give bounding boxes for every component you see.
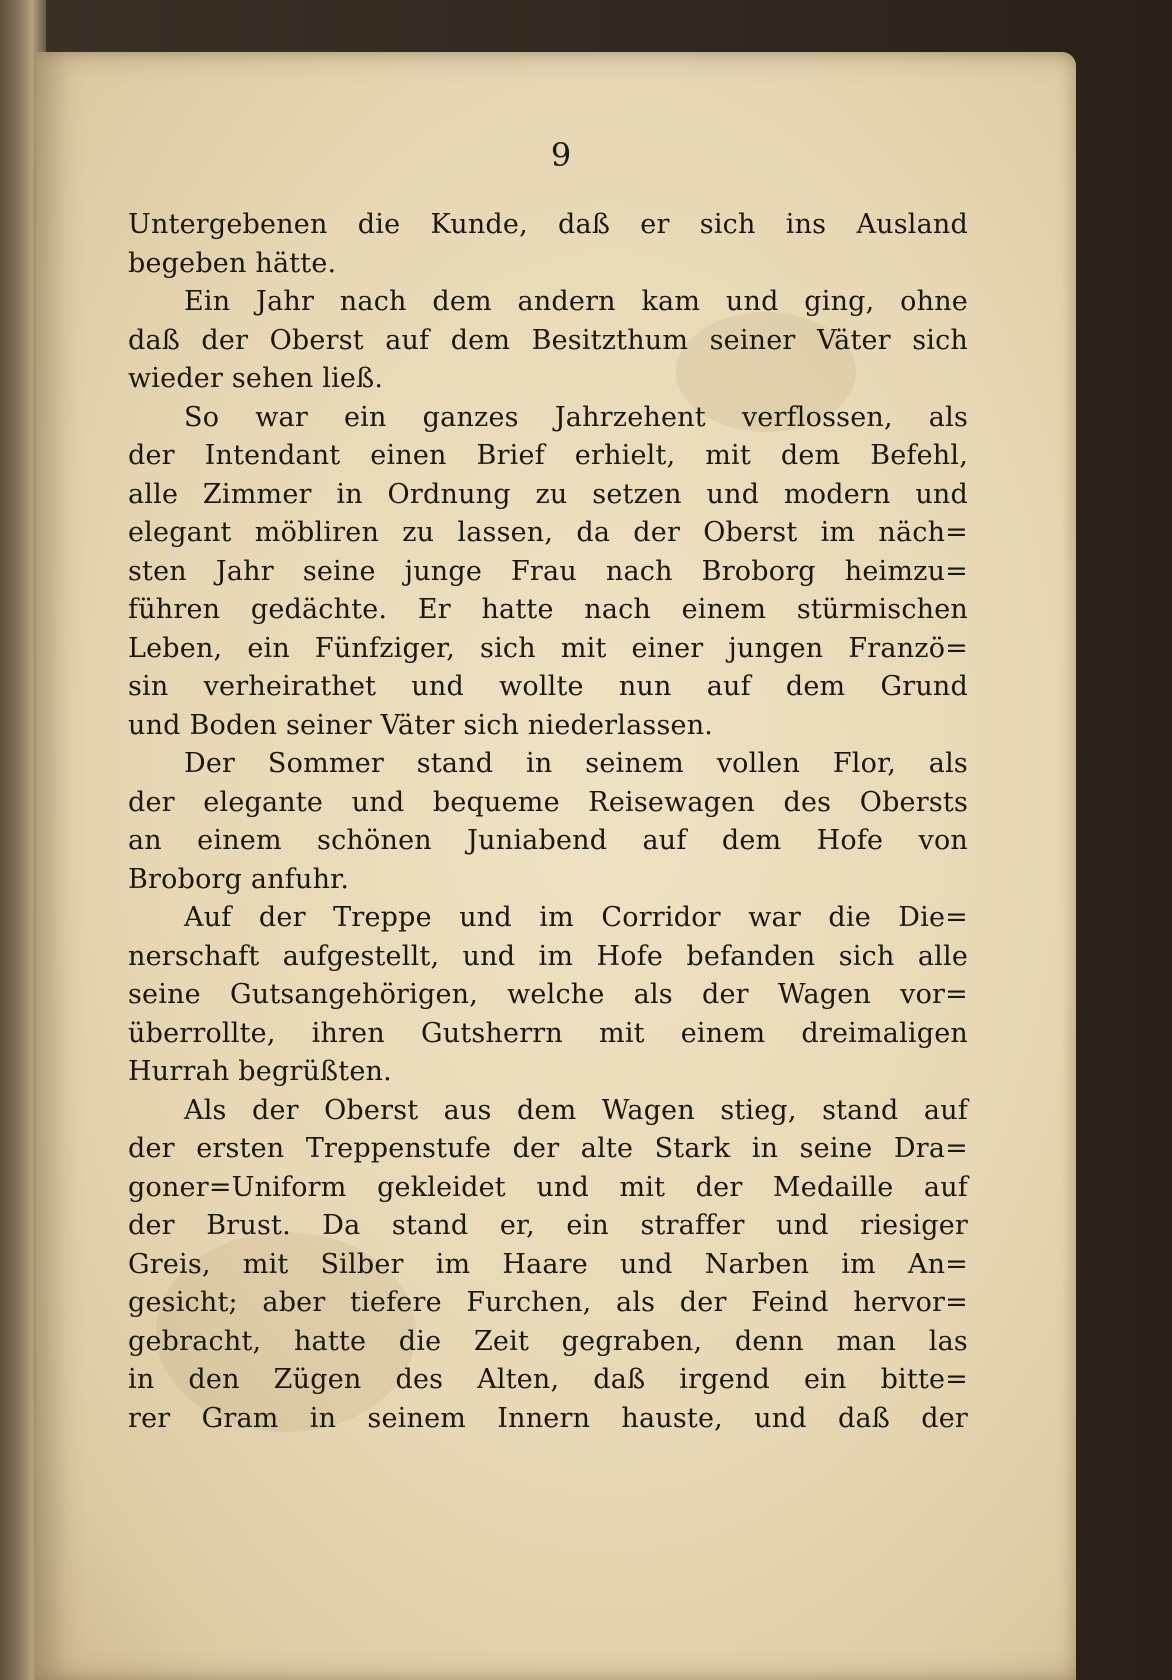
text-line: Ein Jahr nach dem andern kam und ging, ohne (184, 286, 968, 317)
text-line: Leben, ein Fünfziger, sich mit einer jungen Franzö= (128, 632, 968, 664)
text-line: begeben hätte. (128, 247, 337, 279)
text-line: sten Jahr seine junge Frau nach Broborg heimzu= (128, 555, 968, 587)
text-line: Greis, mit Silber im Haare und Narben im An= (128, 1248, 968, 1280)
text-line: gesicht; aber tiefere Furchen, als der Feind hervor= (128, 1287, 968, 1318)
text-line: alle Zimmer in Ordnung zu setzen und modern und (128, 478, 968, 510)
text-line: daß der Oberst auf dem Besitzthum seiner Väter sich (128, 324, 968, 356)
text-line: Untergebenen die Kunde, daß er sich ins Ausland (128, 209, 968, 240)
text-line: der Brust. Da stand er, ein straffer und riesiger (128, 1210, 968, 1241)
text-line: überrollte, ihren Gutsherrn mit einem dreimaligen (128, 1017, 968, 1049)
text-line: seine Gutsangehörigen, welche als der Wagen vor= (128, 979, 968, 1010)
text-line: Hurrah begrüßten. (128, 1056, 392, 1087)
text-line: führen gedächte. Er hatte nach einem stürmischen (128, 594, 968, 625)
text-line: der elegante und bequeme Reisewagen des Obersts (128, 786, 968, 818)
text-line: der ersten Treppenstufe der alte Stark in seine Dra= (128, 1133, 968, 1164)
text-line: in den Zügen des Alten, daß irgend ein bitte= (128, 1364, 968, 1395)
text-line: So war ein ganzes Jahrzehent verflossen, als (184, 401, 968, 433)
text-line: Als der Oberst aus dem Wagen stieg, stand auf (184, 1094, 968, 1126)
text-line: rer Gram in seinem Innern hauste, und daß der (128, 1402, 968, 1434)
page-number: 9 (550, 136, 572, 174)
body-text (128, 206, 968, 1438)
text-line: an einem schönen Juniabend auf dem Hofe von (128, 825, 968, 856)
text-line: elegant möbliren zu lassen, da der Oberst im näch= (128, 517, 968, 548)
text-line: nerschaft aufgestellt, und im Hofe befanden sich alle (128, 940, 968, 972)
text-line: gebracht, hatte die Zeit gegraben, denn man las (128, 1325, 968, 1357)
text-line: der Intendant einen Brief erhielt, mit dem Befehl, (128, 440, 968, 471)
text-line: Der Sommer stand in seinem vollen Flor, als (184, 748, 968, 779)
text-line: und Boden seiner Väter sich niederlassen. (128, 709, 714, 741)
book-page (36, 52, 1076, 1680)
text-line: wieder sehen ließ. (128, 363, 384, 394)
text-line: goner=Uniform gekleidet und mit der Medaille auf (128, 1171, 968, 1203)
text-line: Broborg anfuhr. (128, 863, 350, 895)
text-line: sin verheirathet und wollte nun auf dem Grund (128, 671, 968, 702)
text-line: Auf der Treppe und im Corridor war die Die= (184, 902, 968, 933)
